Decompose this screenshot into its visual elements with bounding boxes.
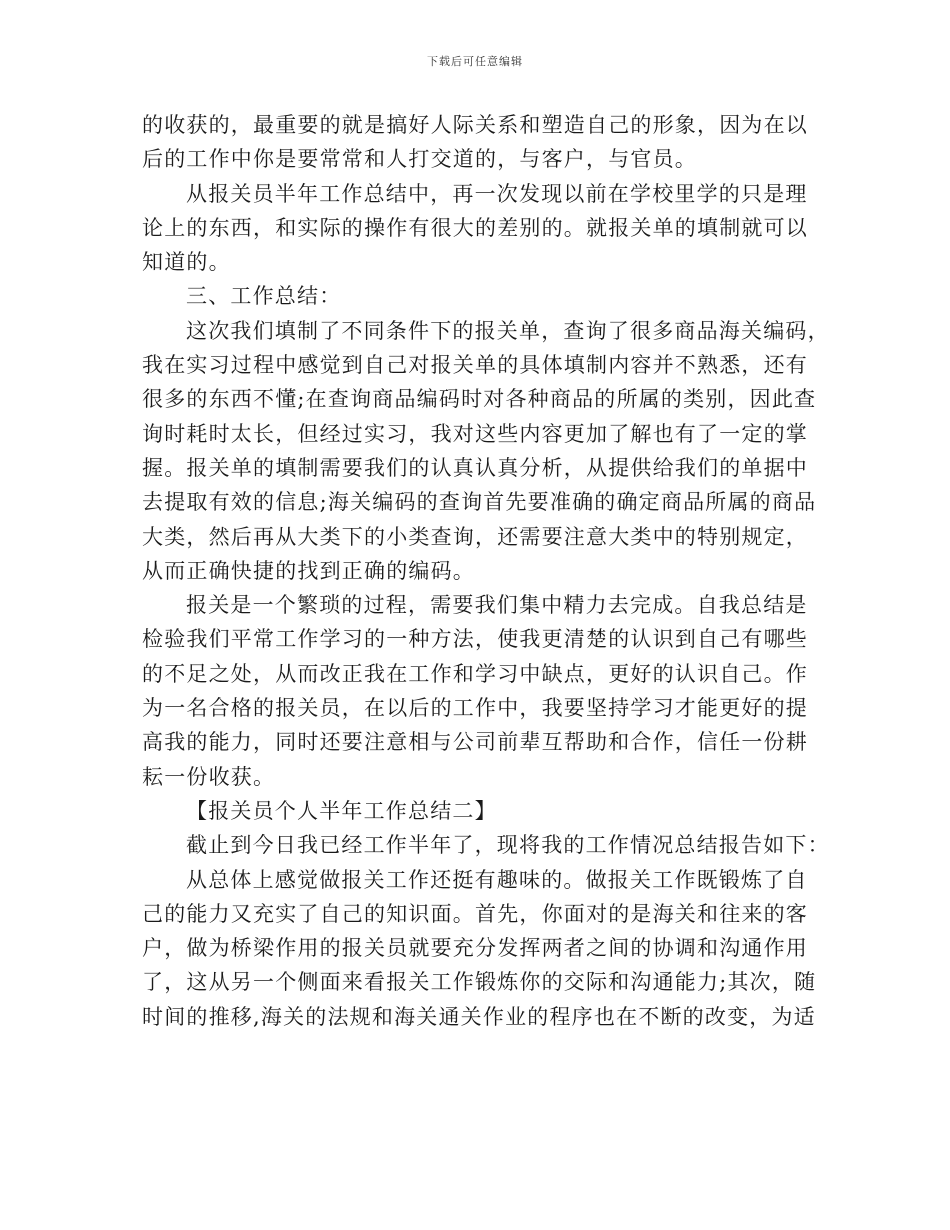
text-line: 知道的。: [142, 250, 231, 275]
document-body: [142, 108, 830, 1034]
paragraph-first-line: 报关是一个繁琐的过程，需要我们集中精力去完成。自我总结是: [186, 593, 808, 618]
text-line: 大类，然后再从大类下的小类查询，还需要注意大类中的特别规定，: [142, 524, 808, 549]
paragraph-first-line: 从报关员半年工作总结中，再一次发现以前在学校里学的只是理: [186, 181, 808, 206]
text-line: 询时耗时太长，但经过实习，我对这些内容更加了解也有了一定的掌: [142, 421, 808, 446]
paragraph-first-line: 从总体上感觉做报关工作还挺有趣味的。做报关工作既锻炼了自: [186, 867, 808, 892]
paragraph-first-line: 这次我们填制了不同条件下的报关单，查询了很多商品海关编码，: [186, 318, 830, 343]
text-line: 耘一份收获。: [142, 764, 276, 789]
text-line: 己的能力又充实了自己的知识面。首先，你面对的是海关和往来的客: [142, 901, 808, 926]
text-line: 户，做为桥梁作用的报关员就要充分发挥两者之间的协调和沟通作用: [142, 936, 808, 961]
text-line: 时间的推移,海关的法规和海关通关作业的程序也在不断的改变，为适: [142, 1004, 816, 1029]
text-line: 很多的东西不懂;在查询商品编码时对各种商品的所属的类别，因此查: [142, 387, 817, 412]
text-line: 去提取有效的信息;海关编码的查询首先要准确的确定商品所属的商品: [142, 490, 817, 515]
text-line: 论上的东西，和实际的操作有很大的差别的。就报关单的填制就可以: [142, 215, 808, 240]
text-line: 了，这从另一个侧面来看报关工作锻炼你的交际和沟通能力;其次，随: [142, 970, 817, 995]
text-line: 的收获的，最重要的就是搞好人际关系和塑造自己的形象，因为在以: [142, 113, 808, 137]
text-line: 从而正确快捷的找到正确的编码。: [142, 558, 475, 583]
text-line: 的不足之处，从而改正我在工作和学习中缺点，更好的认识自己。作: [142, 661, 808, 686]
page-header-note: 下载后可任意编辑: [427, 55, 523, 68]
text-line: 高我的能力，同时还要注意相与公司前辈互帮助和合作，信任一份耕: [142, 730, 808, 755]
text-line: 握。报关单的填制需要我们的认真认真分析，从提供给我们的单据中: [142, 455, 808, 480]
section-heading: 三、工作总结：: [186, 284, 342, 309]
paragraph-first-line: 截止到今日我已经工作半年了，现将我的工作情况总结报告如下：: [186, 833, 830, 858]
text-line: 我在实习过程中感觉到自己对报关单的具体填制内容并不熟悉，还有: [142, 353, 808, 378]
text-line: 检验我们平常工作学习的一种方法，使我更清楚的认识到自己有哪些: [142, 627, 808, 652]
section-heading: 【报关员个人半年工作总结二】: [186, 798, 497, 823]
text-line: 为一名合格的报关员，在以后的工作中，我要坚持学习才能更好的提: [142, 696, 808, 721]
text-line: 后的工作中你是要常常和人打交道的，与客户，与官员。: [142, 147, 697, 172]
